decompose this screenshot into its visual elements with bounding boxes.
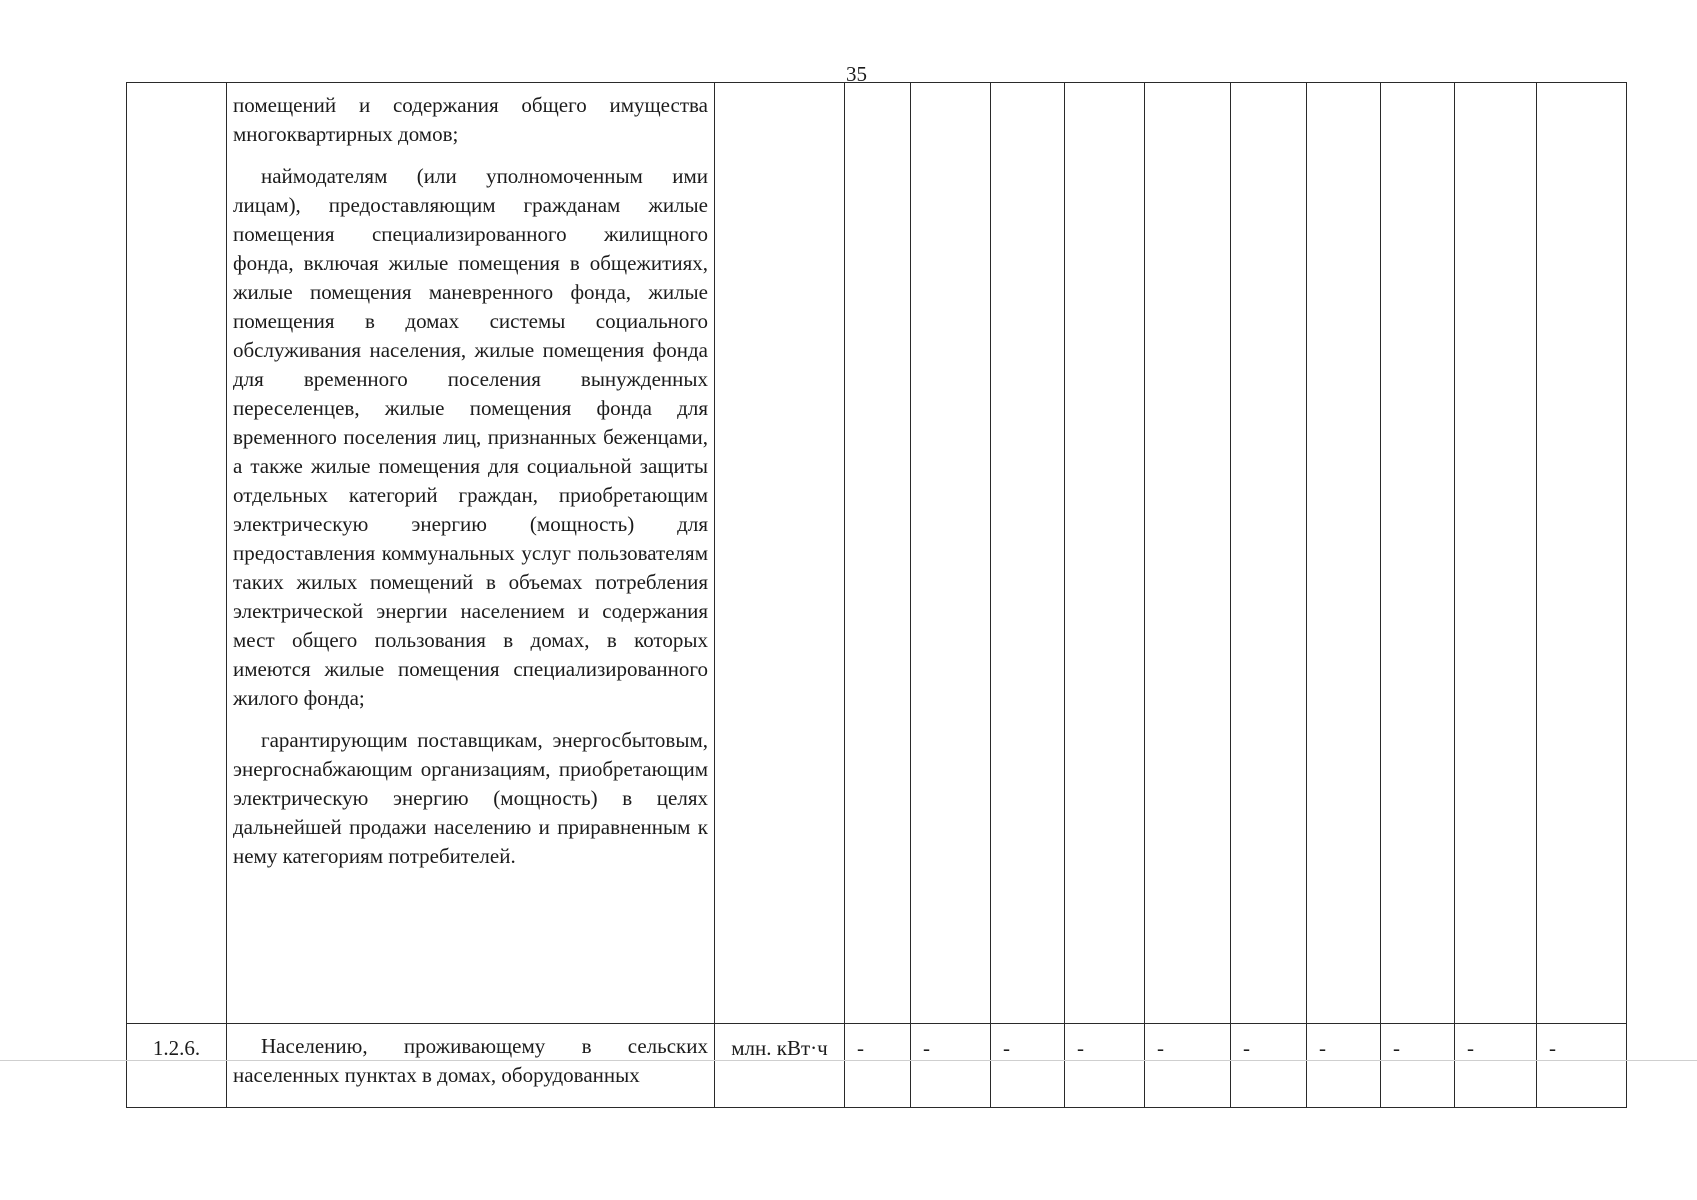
table-row: [127, 83, 1627, 1024]
row-code: [127, 83, 227, 1024]
value-cell: [1537, 83, 1627, 1024]
table-row: [127, 1024, 1627, 1108]
value-cell: -: [1065, 1024, 1145, 1108]
value-cell: -: [1455, 1024, 1537, 1108]
page-number: 35: [846, 62, 867, 86]
row-unit: [715, 83, 845, 1024]
description-paragraph: гарантирующим поставщикам, энергосбытовым, энергоснабжающим организациям, приобретающим электрическую энергию (мощность) в целях дальнейшей продажи населению и приравненным к нему категориям потребителей.: [233, 728, 708, 868]
value-cell: -: [991, 1024, 1065, 1108]
description-paragraph: Населению, проживающему в сельских населенных пунктах в домах, оборудованных: [233, 1034, 708, 1087]
tariff-table: [126, 82, 1627, 1108]
value-cell: -: [1231, 1024, 1307, 1108]
row-unit: млн. кВт·ч: [715, 1024, 845, 1108]
value-cell: [1381, 83, 1455, 1024]
value-cell: -: [1307, 1024, 1381, 1108]
description-paragraph: наймодателям (или уполномоченным ими лицам), предоставляющим гражданам жилые помещения специализированного жилищного фонда, включая жилые помещения в общежитиях, жилые помещения маневренного фонда, жилые помещения в домах системы социального обслуживания населения, жилые помещения фонда для временного поселения вынужденных переселенцев, жилые помещения фонда для временного поселения лиц, признанных беженцами, а также жилые помещения для социальной защиты отдельных категорий граждан, приобретающим электрическую энергию (мощность) для предоставления коммунальных услуг пользователям таких жилых помещений в объемах потребления электрической энергии населением и содержания мест общего пользования в домах, в которых имеются жилые помещения специализированного жилого фонда;: [233, 164, 708, 710]
row-code: 1.2.6.: [127, 1024, 227, 1108]
row-description: [227, 1024, 715, 1108]
value-cell: -: [911, 1024, 991, 1108]
value-cell: [1065, 83, 1145, 1024]
value-cell: [991, 83, 1065, 1024]
value-cell: -: [1145, 1024, 1231, 1108]
value-cell: [1145, 83, 1231, 1024]
scan-edge-line: [0, 1060, 1697, 1061]
value-cell: -: [845, 1024, 911, 1108]
value-cell: -: [1381, 1024, 1455, 1108]
value-cell: [1231, 83, 1307, 1024]
value-cell: [1455, 83, 1537, 1024]
description-paragraph: помещений и содержания общего имущества многоквартирных домов;: [233, 93, 708, 146]
value-cell: -: [1537, 1024, 1627, 1108]
value-cell: [1307, 83, 1381, 1024]
row-description: [227, 83, 715, 1024]
value-cell: [911, 83, 991, 1024]
value-cell: [845, 83, 911, 1024]
